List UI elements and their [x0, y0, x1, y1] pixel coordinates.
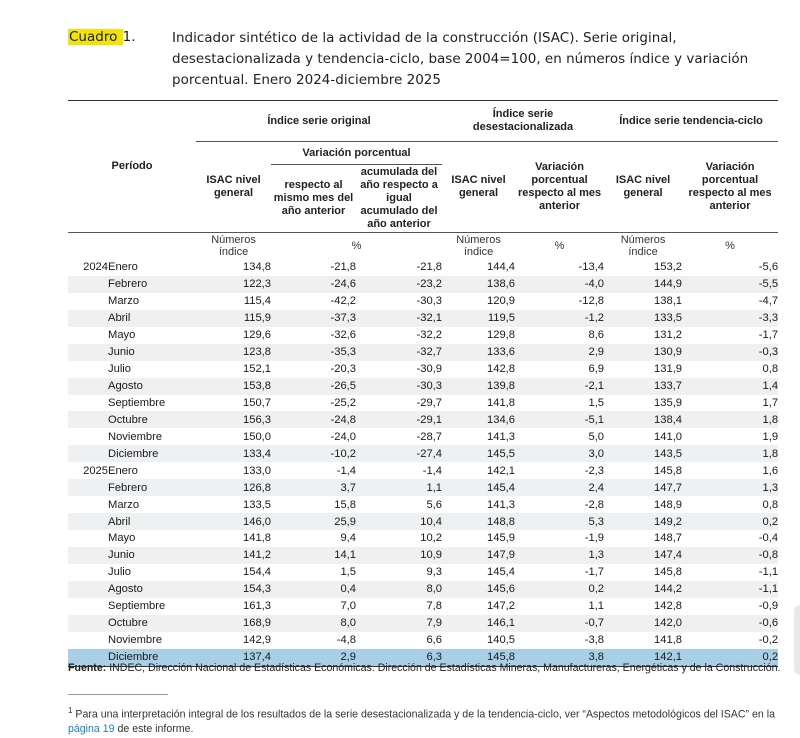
cell-year: [68, 598, 108, 615]
cell-v2: 1,5: [340, 566, 357, 579]
cell-v4: 147,2: [487, 600, 516, 613]
cell-v4: 119,5: [442, 310, 515, 327]
cell-v4: 145,8: [442, 649, 515, 666]
cell-v6: 131,2: [654, 329, 683, 342]
cell-v2: 0,4: [271, 581, 356, 598]
cell-v4: 141,8: [487, 396, 516, 409]
cell-v4: 145,9: [487, 532, 516, 545]
cell-month: Octubre: [108, 411, 196, 428]
cell-v4: 144,4: [487, 261, 516, 274]
cell-v3: -32,7: [356, 344, 442, 361]
cell-year: [68, 344, 108, 361]
table-row: [68, 276, 778, 293]
cell-v2: 2,9: [271, 649, 356, 666]
cell-year: [68, 395, 108, 412]
cell-month: Julio: [108, 566, 132, 579]
cell-v5: 1,3: [515, 547, 604, 564]
cell-v3: -29,7: [416, 396, 443, 409]
cell-v2: -24,0: [330, 430, 357, 443]
cell-v7: -1,1: [758, 566, 779, 579]
cell-v6: 130,9: [604, 344, 682, 361]
cell-v1: 141,2: [196, 547, 271, 564]
cell-v7: -3,3: [682, 310, 778, 327]
cell-v1: 153,8: [196, 378, 271, 395]
cell-v1: 129,6: [243, 329, 272, 342]
cell-v3: -30,3: [356, 378, 442, 395]
cell-v2: 25,9: [271, 513, 356, 530]
cell-v5: -1,9: [584, 532, 605, 545]
table-row: [68, 462, 778, 479]
cell-v6: 143,5: [604, 445, 682, 462]
cell-v3: -23,2: [356, 276, 442, 293]
cell-year: [68, 428, 108, 445]
cell-v7: -1,7: [758, 329, 779, 342]
table-row: [68, 564, 778, 581]
table-body: [68, 259, 778, 666]
page-edge-handle: [794, 605, 800, 675]
cell-v7: 0,2: [682, 649, 778, 666]
cell-v4: 145,4: [487, 566, 516, 579]
source-label: Fuente:: [68, 662, 107, 674]
source-note: [68, 662, 780, 674]
cell-v1: 126,8: [196, 479, 271, 496]
cell-year: 2024: [83, 261, 108, 274]
methodology-page-link[interactable]: página 19: [68, 722, 115, 735]
cell-v1: 115,9: [196, 310, 271, 327]
cell-year: [68, 378, 108, 395]
footnote-text-after: de este informe.: [114, 722, 194, 735]
cell-v7: 0,8: [762, 363, 779, 376]
cell-month: Septiembre: [108, 600, 166, 613]
cell-v7: -0,9: [758, 600, 779, 613]
cell-month: Mayo: [108, 329, 136, 342]
cell-v1: 133,0: [243, 464, 272, 477]
cell-v2: -21,8: [330, 261, 357, 274]
cell-month: Noviembre: [108, 430, 163, 443]
table-row: [68, 310, 778, 327]
original-isac-header: ISAC nivel general: [206, 174, 261, 199]
accumulated-header: acumulada del año respecto a igual acumulado del año anterior: [360, 166, 438, 230]
cell-v6: 142,8: [654, 600, 683, 613]
cell-v7: -5,6: [758, 261, 779, 274]
cell-v4: 146,1: [442, 615, 515, 632]
cell-v2: -24,6: [271, 276, 356, 293]
table-label-number: 1.: [122, 29, 136, 45]
cell-v1: 141,8: [243, 532, 272, 545]
cell-v7: 1,9: [762, 430, 779, 443]
cell-v1: 137,4: [196, 649, 271, 666]
cell-year: [68, 445, 108, 462]
unit-desest-index: Números índice: [442, 233, 515, 260]
table-row: [68, 479, 778, 496]
cell-v3: -30,9: [416, 363, 443, 376]
cell-v2: -26,5: [271, 378, 356, 395]
cell-year: [68, 547, 108, 564]
cell-v6: 145,8: [654, 566, 683, 579]
cell-v5: 2,9: [515, 344, 604, 361]
cell-year: [68, 496, 108, 513]
cell-v1: 142,9: [243, 634, 272, 647]
cell-v3: 10,2: [420, 532, 443, 545]
cell-v6: 133,7: [604, 378, 682, 395]
cell-v1: 146,0: [196, 513, 271, 530]
cell-v3: -32,1: [356, 310, 442, 327]
cell-month: Julio: [108, 363, 132, 376]
cell-v7: -1,1: [682, 581, 778, 598]
cell-v5: 3,8: [515, 649, 604, 666]
cell-v6: 142,1: [604, 649, 682, 666]
same-month-header: respecto al mismo mes del año anterior: [273, 179, 354, 217]
cell-v7: 1,7: [762, 396, 779, 409]
cell-v5: 5,3: [515, 513, 604, 530]
unit-blank: [68, 233, 196, 260]
cell-v4: 145,5: [442, 445, 515, 462]
table-label-highlight: Cuadro: [69, 29, 122, 45]
cell-v2: 3,7: [271, 479, 356, 496]
cell-v3: 1,1: [356, 479, 442, 496]
cell-v4: 148,8: [442, 513, 515, 530]
cell-v1: 161,3: [243, 600, 272, 613]
cell-v6: 141,0: [654, 430, 683, 443]
cell-v7: 1,3: [682, 479, 778, 496]
cell-year: [68, 530, 108, 547]
cell-v2: -20,3: [330, 363, 357, 376]
cell-year: [68, 615, 108, 632]
source-text: INDEC, Dirección Nacional de Estadísticas Económicas. Dirección de Estadísticas Mineras, Manufactureras, Energéticas y de la Construcción.: [106, 662, 781, 674]
cell-v4: 133,6: [442, 344, 515, 361]
table-row: [68, 395, 778, 412]
cell-v4: 142,8: [487, 363, 516, 376]
cell-year: [68, 632, 108, 649]
cell-year: [68, 293, 108, 310]
cell-v2: 8,0: [271, 615, 356, 632]
table-row: [68, 598, 778, 615]
cell-v3: 10,4: [356, 513, 442, 530]
table-row: [68, 378, 778, 395]
cell-month: Septiembre: [108, 396, 166, 409]
tend-variation-header: Variación porcentual respecto al mes anterior: [688, 161, 772, 212]
cell-v7: 0,8: [762, 498, 779, 511]
footnote-divider: [68, 694, 168, 695]
cell-v2: -4,8: [336, 634, 357, 647]
cell-v5: -2,3: [584, 464, 605, 477]
cell-month: Octubre: [108, 615, 196, 632]
cell-v2: -35,3: [271, 344, 356, 361]
cell-v5: -3,8: [584, 634, 605, 647]
cell-v4: 141,3: [487, 498, 516, 511]
cell-month: Abril: [108, 513, 196, 530]
cell-month: Febrero: [108, 276, 196, 293]
cell-month: Enero: [108, 261, 138, 274]
cell-year: [68, 361, 108, 378]
unit-desest-pct: %: [515, 233, 604, 260]
cell-v7: 1,8: [682, 445, 778, 462]
table-row: [68, 513, 778, 530]
cell-month: Agosto: [108, 581, 196, 598]
cell-v2: 14,1: [271, 547, 356, 564]
cell-v5: -0,7: [515, 615, 604, 632]
table-row: [68, 632, 778, 649]
cell-v6: 147,7: [604, 479, 682, 496]
cell-v6: 133,5: [604, 310, 682, 327]
cell-v3: 10,9: [356, 547, 442, 564]
cell-month: Febrero: [108, 479, 196, 496]
cell-year: [68, 327, 108, 344]
footnote-mark: 1: [68, 706, 73, 715]
cell-month: Diciembre: [108, 649, 196, 666]
cell-month: Mayo: [108, 532, 136, 545]
cell-v3: 7,9: [356, 615, 442, 632]
cell-month: Enero: [108, 464, 138, 477]
table-title: Indicador sintético de la actividad de la construcción (ISAC). Serie original, desestacionalizada y tendencia-ciclo, base 2004=100, en números índice y variación porcentual. Enero 2024-diciembre 2025: [172, 30, 749, 88]
cell-v3: 5,6: [426, 498, 443, 511]
cell-v2: -42,2: [330, 295, 357, 308]
cell-month: Diciembre: [108, 445, 196, 462]
cell-v4: 134,6: [442, 411, 515, 428]
cell-v5: -13,4: [578, 261, 605, 274]
cell-v1: 152,1: [243, 363, 272, 376]
cell-v5: 5,0: [588, 430, 605, 443]
cell-v6: 138,4: [604, 411, 682, 428]
cell-v7: -0,8: [682, 547, 778, 564]
cell-v7: -5,5: [682, 276, 778, 293]
cell-month: Marzo: [108, 498, 140, 511]
table-label: [68, 29, 136, 45]
cell-v7: 0,2: [682, 513, 778, 530]
cell-year: 2025: [83, 464, 108, 477]
cell-v5: 8,6: [588, 329, 605, 342]
cell-v3: 8,0: [356, 581, 442, 598]
table-row: [68, 530, 778, 547]
cell-v3: -32,2: [416, 329, 443, 342]
cell-v5: 6,9: [588, 363, 605, 376]
cell-v5: 1,1: [588, 600, 605, 613]
cell-v6: 144,2: [604, 581, 682, 598]
table-row: [68, 547, 778, 564]
cell-v7: -0,2: [758, 634, 779, 647]
table-row: [68, 293, 778, 310]
variation-header: Variación porcentual: [271, 142, 442, 165]
tend-isac-header: ISAC nivel general: [615, 174, 671, 199]
cell-v4: 145,4: [442, 479, 515, 496]
cell-v1: 154,3: [196, 581, 271, 598]
table-row: [68, 344, 778, 361]
cell-v2: 9,4: [340, 532, 357, 545]
cell-v7: 1,6: [762, 464, 779, 477]
cell-v5: -1,2: [515, 310, 604, 327]
cell-v1: 150,0: [243, 430, 272, 443]
isac-table: [68, 100, 778, 667]
desest-isac-header: ISAC nivel general: [451, 174, 506, 199]
cell-year: [68, 411, 108, 428]
cell-v6: 135,9: [654, 396, 683, 409]
cell-v6: 138,1: [654, 295, 683, 308]
cell-v6: 131,9: [654, 363, 683, 376]
cell-v2: -32,6: [330, 329, 357, 342]
cell-v5: -2,1: [515, 378, 604, 395]
table-row: [68, 259, 778, 276]
cell-v4: 141,3: [487, 430, 516, 443]
cell-v4: 147,9: [442, 547, 515, 564]
cell-v2: 15,8: [334, 498, 357, 511]
cell-v4: 140,5: [487, 634, 516, 647]
cell-v6: 144,9: [604, 276, 682, 293]
desest-variation-header: Variación porcentual respecto al mes anterior: [517, 161, 602, 212]
cell-v3: -30,3: [416, 295, 443, 308]
cell-v2: 7,0: [340, 600, 357, 613]
table-row: [68, 411, 778, 428]
unit-original-pct: %: [271, 233, 442, 260]
cell-v1: 122,3: [196, 276, 271, 293]
cell-v2: -10,2: [271, 445, 356, 462]
cell-month: Marzo: [108, 295, 140, 308]
unit-tend-pct: %: [682, 233, 778, 260]
cell-month: Abril: [108, 310, 196, 327]
cell-year: [68, 479, 108, 496]
cell-month: Agosto: [108, 378, 196, 395]
cell-v3: -1,4: [422, 464, 443, 477]
cell-v6: 149,2: [604, 513, 682, 530]
cell-v4: 142,1: [487, 464, 516, 477]
cell-v7: -0,6: [682, 615, 778, 632]
unit-tend-index: Números índice: [604, 233, 682, 260]
cell-year: [68, 276, 108, 293]
cell-year: [68, 310, 108, 327]
desest-group-header: Índice serie desestacionalizada: [442, 101, 604, 142]
cell-v7: -0,3: [682, 344, 778, 361]
cell-v3: 9,3: [426, 566, 443, 579]
cell-v1: 156,3: [196, 411, 271, 428]
original-group-header: Índice serie original: [196, 101, 442, 142]
cell-month: Noviembre: [108, 634, 163, 647]
cell-v6: 148,7: [654, 532, 683, 545]
table-row: [68, 615, 778, 632]
cell-v5: -4,0: [515, 276, 604, 293]
cell-year: [68, 513, 108, 530]
cell-v3: 7,8: [426, 600, 443, 613]
cell-year: [68, 581, 108, 598]
cell-v4: 129,8: [487, 329, 516, 342]
table-row: [68, 581, 778, 598]
cell-v3: -21,8: [416, 261, 443, 274]
cell-v7: 1,4: [682, 378, 778, 395]
cell-v5: -2,8: [584, 498, 605, 511]
cell-v2: -24,8: [271, 411, 356, 428]
cell-v4: 145,6: [442, 581, 515, 598]
cell-v2: -37,3: [271, 310, 356, 327]
cell-year: [68, 564, 108, 581]
cell-v6: 145,8: [654, 464, 683, 477]
cell-v3: 6,3: [356, 649, 442, 666]
cell-month: Junio: [108, 547, 196, 564]
cell-v1: 154,4: [243, 566, 272, 579]
cell-v6: 142,0: [604, 615, 682, 632]
cell-v7: 1,8: [682, 411, 778, 428]
cell-v1: 134,8: [243, 261, 272, 274]
cell-v6: 148,9: [654, 498, 683, 511]
table-row: [68, 361, 778, 378]
cell-v7: -4,7: [758, 295, 779, 308]
footnote: [68, 704, 780, 736]
cell-v5: -1,7: [584, 566, 605, 579]
cell-v6: 141,8: [654, 634, 683, 647]
cell-v5: -5,1: [515, 411, 604, 428]
cell-v5: -12,8: [578, 295, 605, 308]
table-row: [68, 445, 778, 462]
cell-v3: -29,1: [356, 411, 442, 428]
cell-v3: -28,7: [416, 430, 443, 443]
cell-v1: 150,7: [243, 396, 272, 409]
cell-v3: 6,6: [426, 634, 443, 647]
cell-v1: 133,4: [196, 445, 271, 462]
cell-v1: 133,5: [243, 498, 272, 511]
cell-v7: -0,4: [758, 532, 779, 545]
cell-v5: 0,2: [515, 581, 604, 598]
cell-v1: 123,8: [196, 344, 271, 361]
cell-v2: -25,2: [330, 396, 357, 409]
unit-original-index: Números índice: [196, 233, 271, 260]
cell-v1: 168,9: [196, 615, 271, 632]
cell-month: Junio: [108, 344, 196, 361]
table-row: [68, 327, 778, 344]
tend-group-header: Índice serie tendencia-ciclo: [604, 101, 778, 142]
cell-v4: 139,8: [442, 378, 515, 395]
cell-v3: -27,4: [356, 445, 442, 462]
table-row: [68, 496, 778, 513]
footnote-text-before: Para una interpretación integral de los resultados de la serie desestacionalizada y de la tendencia-ciclo, ver “Aspectos metodológicos del ISAC” en la: [72, 708, 775, 721]
cell-v6: 153,2: [654, 261, 683, 274]
period-header: Período: [68, 101, 196, 233]
cell-v5: 1,5: [588, 396, 605, 409]
cell-v5: 2,4: [515, 479, 604, 496]
cell-v2: -1,4: [336, 464, 357, 477]
cell-v1: 115,4: [243, 295, 272, 308]
cell-v4: 138,6: [442, 276, 515, 293]
cell-v4: 120,9: [487, 295, 516, 308]
cell-v6: 147,4: [604, 547, 682, 564]
table-row: [68, 428, 778, 445]
cell-v5: 3,0: [515, 445, 604, 462]
